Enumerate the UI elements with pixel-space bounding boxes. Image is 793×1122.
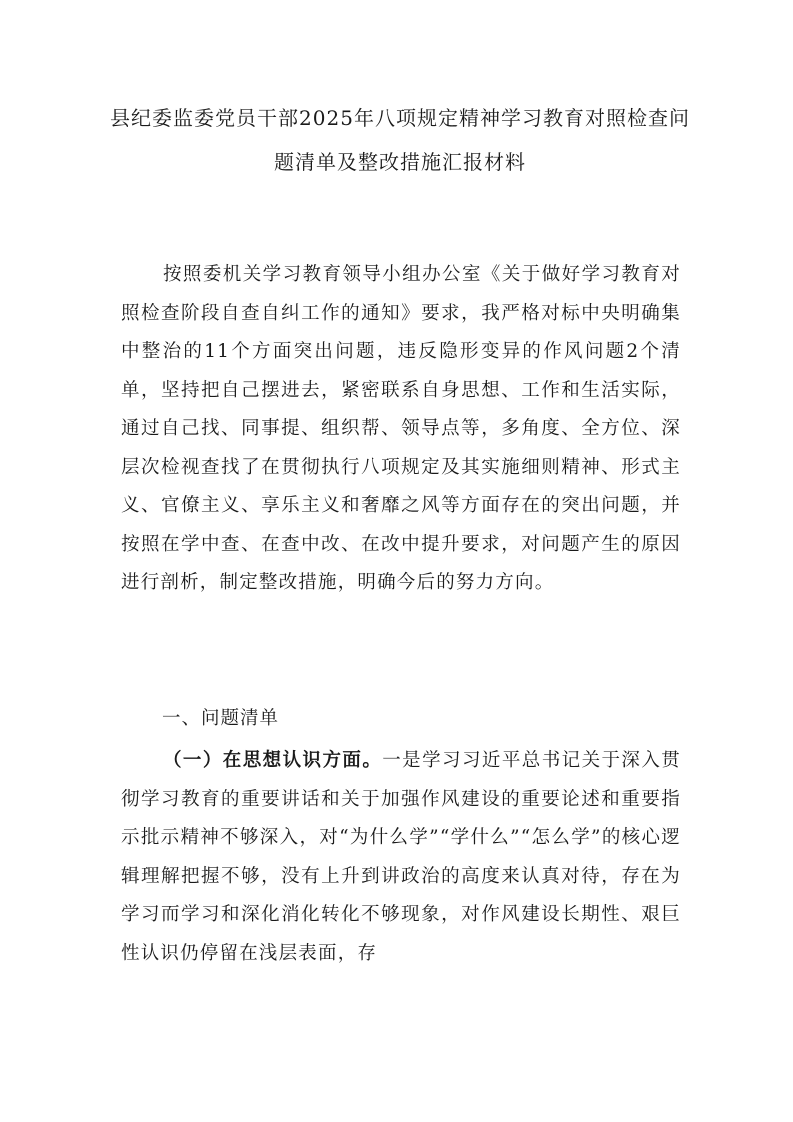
subsection-lead: （一）在思想认识方面。 [163,750,383,771]
subsection-text: 一是学习习近平总书记关于深入贯彻学习教育的重要讲话和关于加强作风建设的重要论述和重要指示批示精神不够深入，对“为什么学”“学什么”“怎么学”的核心逻辑理解把握不够，没有上升到讲政治的高度来认真对待，存在为学习而学习和深化消化转化不够现象，对作风建设长期性、艰巨性认识仍停留在浅层表面，存 [121,750,681,964]
document-title: 县纪委监委党员干部2025年八项规定精神学习教育对照检查问题清单及整改措施汇报材料 [110,106,690,174]
intro-paragraph: 按照委机关学习教育领导小组办公室《关于做好学习教育对照检查阶段自查自纠工作的通知》要求，我严格对标中央明确集中整治的11个方面突出问题，违反隐形变异的作风问题2个清单，坚持把自己摆进去，紧密联系自身思想、工作和生活实际，通过自己找、同事提、组织帮、领导点等，多角度、全方位、深层次检视查找了在贯彻执行八项规定及其实施细则精神、形式主义、官僚主义、享乐主义和奢靡之风等方面存在的突出问题，并按照在学中查、在查中改、在改中提升要求，对问题产生的原因进行剖析，制定整改措施，明确今后的努力方向。 [121,264,681,593]
subsection-thought-awareness [121,742,681,973]
section-heading-problem-list: 一、问题清单 [162,708,280,729]
